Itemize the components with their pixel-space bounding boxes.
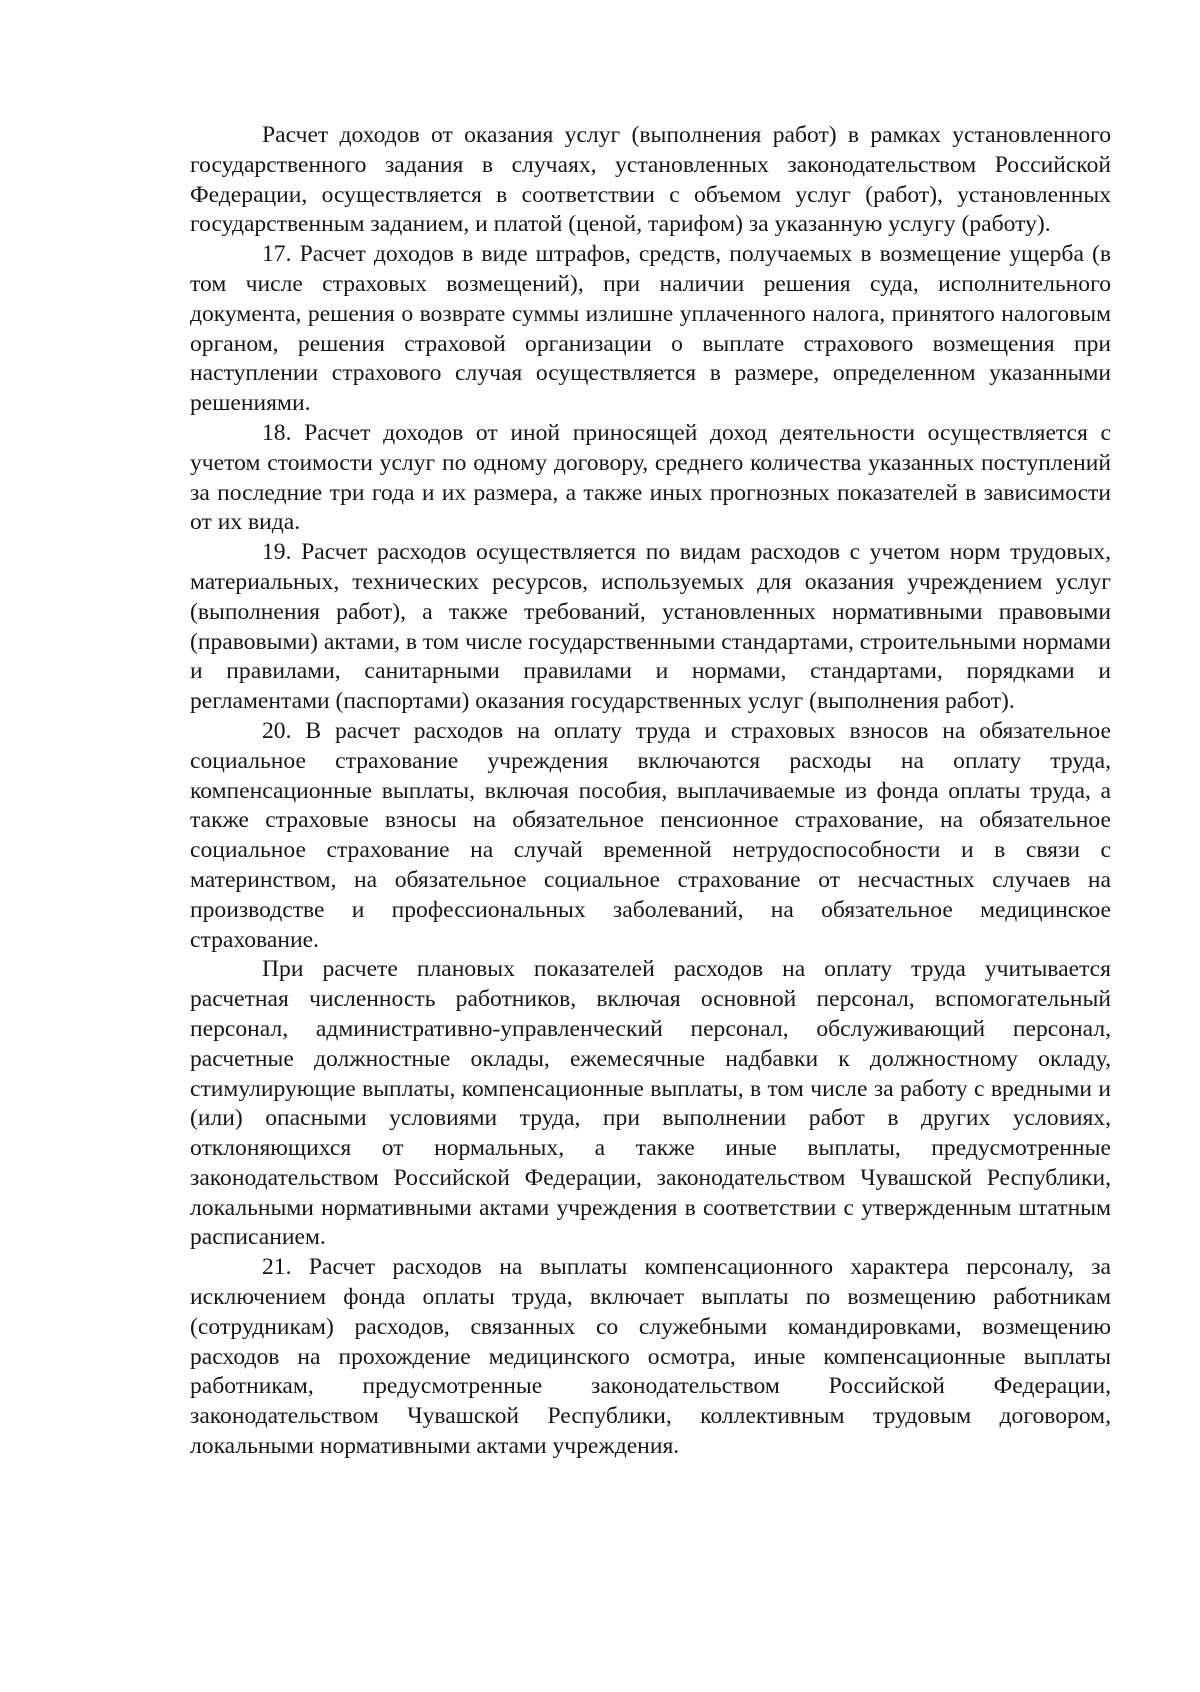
paragraph-payroll-planning: При расчете плановых показателей расходов на оплату труда учитывается расчетная численность работников, включая основной персонал, вспомогательный персонал, административно-управленческий персонал, обслуживающий персонал, расчетные должностные оклады, ежемесячные надбавки к должностному окладу, стимулирующие выплаты, компенсационные выплаты, в том числе за работу с вредными и (или) опасными условиями труда, при выполнении работ в других условиях, отклоняющихся от нормальных, а также иные выплаты, предусмотренные законодательством Российской Федерации, законодательством Чувашской Республики, локальными нормативными актами учреждения в соответствии с утвержденным штатным расписанием. [190,956,1111,1251]
paragraph-18: 18. Расчет доходов от иной приносящей доход деятельности осуществляется с учетом стоимости услуг по одному договору, среднего количества указанных поступлений за последние три года и их размера, а также иных прогнозных показателей в зависимости от их вида. [190,419,1111,536]
paragraph-19: 19. Расчет расходов осуществляется по видам расходов с учетом норм трудовых, материальных, технических ресурсов, используемых для оказания учреждением услуг (выполнения работ), а также требований, установленных нормативными правовыми (правовыми) актами, в том числе государственными стандартами, строительными нормами и правилами, санитарными правилами и нормами, стандартами, порядками и регламентами (паспортами) оказания государственных услуг (выполнения работ). [190,539,1111,715]
paragraph-21: 21. Расчет расходов на выплаты компенсационного характера персоналу, за исключением фонда оплаты труда, включает выплаты по возмещению работникам (сотрудникам) расходов, связанных со служебными командировками, возмещению расходов на прохождение медицинского осмотра, иные компенсационные выплаты работникам, предусмотренные законодательством Российской Федерации, законодательством Чувашской Республики, коллективным трудовым договором, локальными нормативными актами учреждения. [190,1254,1111,1460]
paragraph-17: 17. Расчет доходов в виде штрафов, средств, получаемых в возмещение ущерба (в том числе страховых возмещений), при наличии решения суда, исполнительного документа, решения о возврате суммы излишне уплаченного налога, принятого налоговым органом, решения страховой организации о выплате страхового возмещения при наступлении страхового случая осуществляется в размере, определенном указанными решениями. [190,241,1111,417]
paragraph-income-services: Расчет доходов от оказания услуг (выполнения работ) в рамках установленного государственного задания в случаях, установленных законодательством Российской Федерации, осуществляется в соответствии с объемом услуг (работ), установленных государственным заданием, и платой (ценой, тарифом) за указанную услугу (работу). [190,122,1111,238]
document-body [190,121,1111,1462]
paragraph-20: 20. В расчет расходов на оплату труда и страховых взносов на обязательное социальное страхование учреждения включаются расходы на оплату труда, компенсационные выплаты, включая пособия, выплачиваемые из фонда оплаты труда, а также страховые взносы на обязательное пенсионное страхование, на обязательное социальное страхование на случай временной нетрудоспособности и в связи с материнством, на обязательное социальное страхование от несчастных случаев на производстве и профессиональных заболеваний, на обязательное медицинское страхование. [190,717,1111,953]
